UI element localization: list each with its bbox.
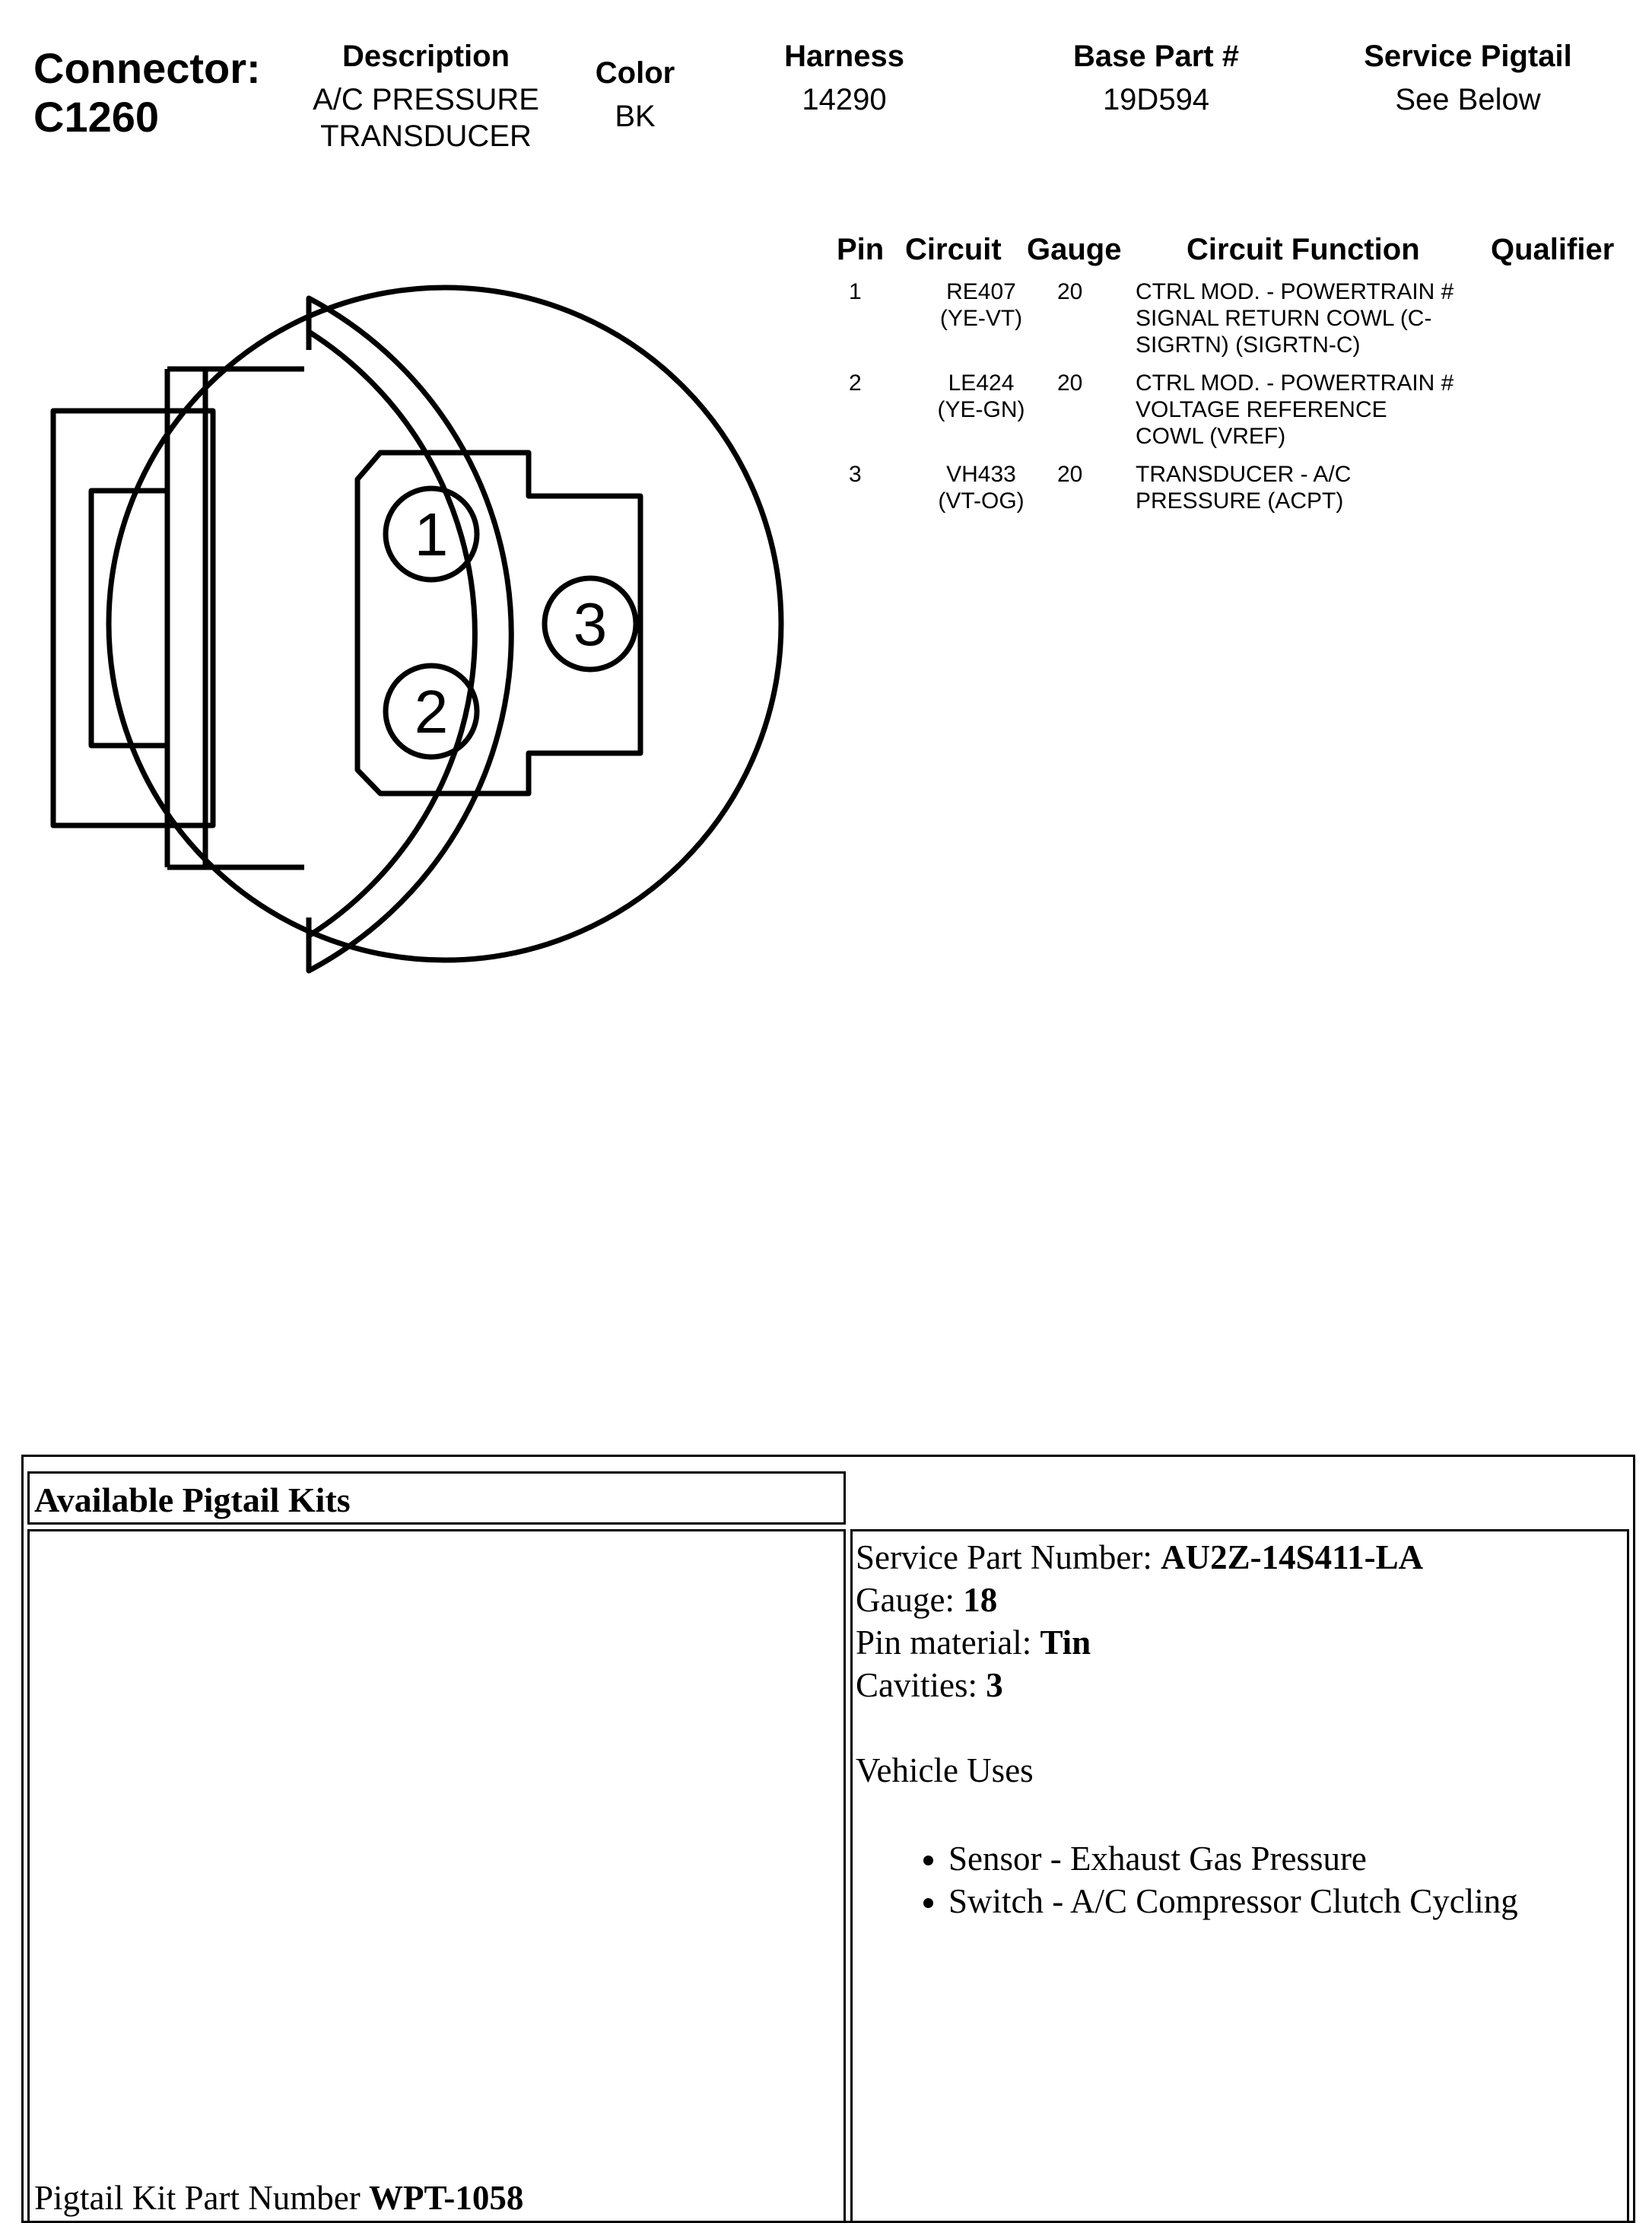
gauge-value: 18 [963,1581,998,1619]
circuit-function-header: Circuit Function [1187,233,1420,266]
pin-table [829,233,1635,537]
qualifier-header: Qualifier [1491,233,1615,266]
pin-material-label: Pin material: [856,1624,1040,1662]
vehicle-uses-list [856,1837,1518,1922]
table-row-2-function [1136,370,1453,450]
vehicle-uses-label: Vehicle Uses [856,1751,1034,1789]
harness-column [730,40,958,118]
function-line: PRESSURE (ACPT) [1136,488,1344,514]
kit-part-value: WPT-1058 [368,2179,524,2217]
circuit-header: Circuit [905,233,1002,266]
function-line: CTRL MOD. - POWERTRAIN # [1136,279,1454,304]
base-part-value: 19D594 [1102,83,1210,116]
service-pigtail-column [1339,40,1597,118]
harness-label: Harness [784,40,904,73]
table-row-2-circuit [905,370,1057,423]
gauge-header: Gauge [1027,233,1122,266]
description-label: Description [342,40,510,73]
table-row-3-gauge: 20 [1057,462,1083,487]
table-row-1-pin: 1 [849,279,862,304]
description-value-2: TRANSDUCER [320,119,532,153]
function-line: TRANSDUCER - A/C [1136,462,1352,487]
connector-label: Connector: [33,44,261,92]
circuit-code: LE424 [948,370,1015,396]
pin-3-label: 3 [573,590,608,658]
service-part-number [856,1536,1518,1579]
table-row-2-gauge: 20 [1057,370,1083,396]
pin-material-line [856,1621,1518,1664]
connector-face-circle [109,288,781,960]
service-pigtail-value: See Below [1395,83,1541,116]
pin-header: Pin [837,233,885,266]
function-line: VOLTAGE REFERENCE [1136,397,1387,422]
pigtail-details-cell [850,1529,1629,2223]
color-label: Color [595,56,675,90]
service-part-label: Service Part Number: [856,1538,1161,1576]
cavities-line [856,1664,1518,1706]
color-column [563,56,707,135]
circuit-code: VH433 [946,462,1016,487]
base-part-label: Base Part # [1073,40,1239,73]
pin-material-value: Tin [1040,1624,1091,1662]
list-item: • Sensor - Exhaust Gas Pressure [948,1837,1518,1880]
description-column [289,40,563,154]
cavities-value: 3 [986,1666,1003,1704]
latch-slot [91,491,167,746]
service-part-value: AU2Z-14S411-LA [1161,1538,1424,1576]
base-part-column [1042,40,1270,118]
table-row-2-pin: 2 [849,370,862,396]
gauge-line [856,1579,1518,1621]
function-line: COWL (VREF) [1136,424,1286,449]
circuit-color: (YE-GN) [937,397,1025,422]
pigtail-kit-part-number [34,2177,523,2219]
pigtail-details [856,1536,1518,1922]
table-row-1-gauge: 20 [1057,279,1083,304]
gauge-label: Gauge: [856,1581,964,1619]
list-item: • Switch - A/C Compressor Clutch Cycling [948,1880,1518,1922]
outer-shell-arc [309,298,511,971]
pigtail-title: Available Pigtail Kits [34,1480,351,1519]
table-row-1-function [1136,278,1453,358]
table-row-3-pin: 3 [849,462,862,487]
kit-part-label: Pigtail Kit Part Number [34,2179,369,2217]
function-line: CTRL MOD. - POWERTRAIN # [1136,370,1454,396]
pigtail-kit-cell [27,1529,846,2223]
color-value: BK [615,100,656,133]
circuit-color: (VT-OG) [938,488,1025,514]
connector-id: C1260 [33,93,160,141]
circuit-color: (YE-VT) [939,306,1023,331]
pin-2-label: 2 [414,678,449,746]
circuit-code: RE407 [946,279,1016,304]
table-row-3-function [1136,461,1351,514]
connector-diagram [46,259,806,989]
harness-value: 14290 [802,83,887,116]
table-row-3-circuit [905,461,1057,514]
function-line: SIGNAL RETURN COWL (C- [1136,306,1432,331]
function-line: SIGRTN) (SIGRTN-C) [1136,332,1361,358]
service-pigtail-label: Service Pigtail [1364,40,1572,73]
description-value-1: A/C PRESSURE [313,83,539,116]
pin-1-label: 1 [414,501,449,568]
pigtail-title-cell [27,1471,846,1525]
latch-block [53,411,213,825]
table-row-1-circuit [905,278,1057,332]
cavities-label: Cavities: [856,1666,986,1704]
connector-title [33,44,261,142]
